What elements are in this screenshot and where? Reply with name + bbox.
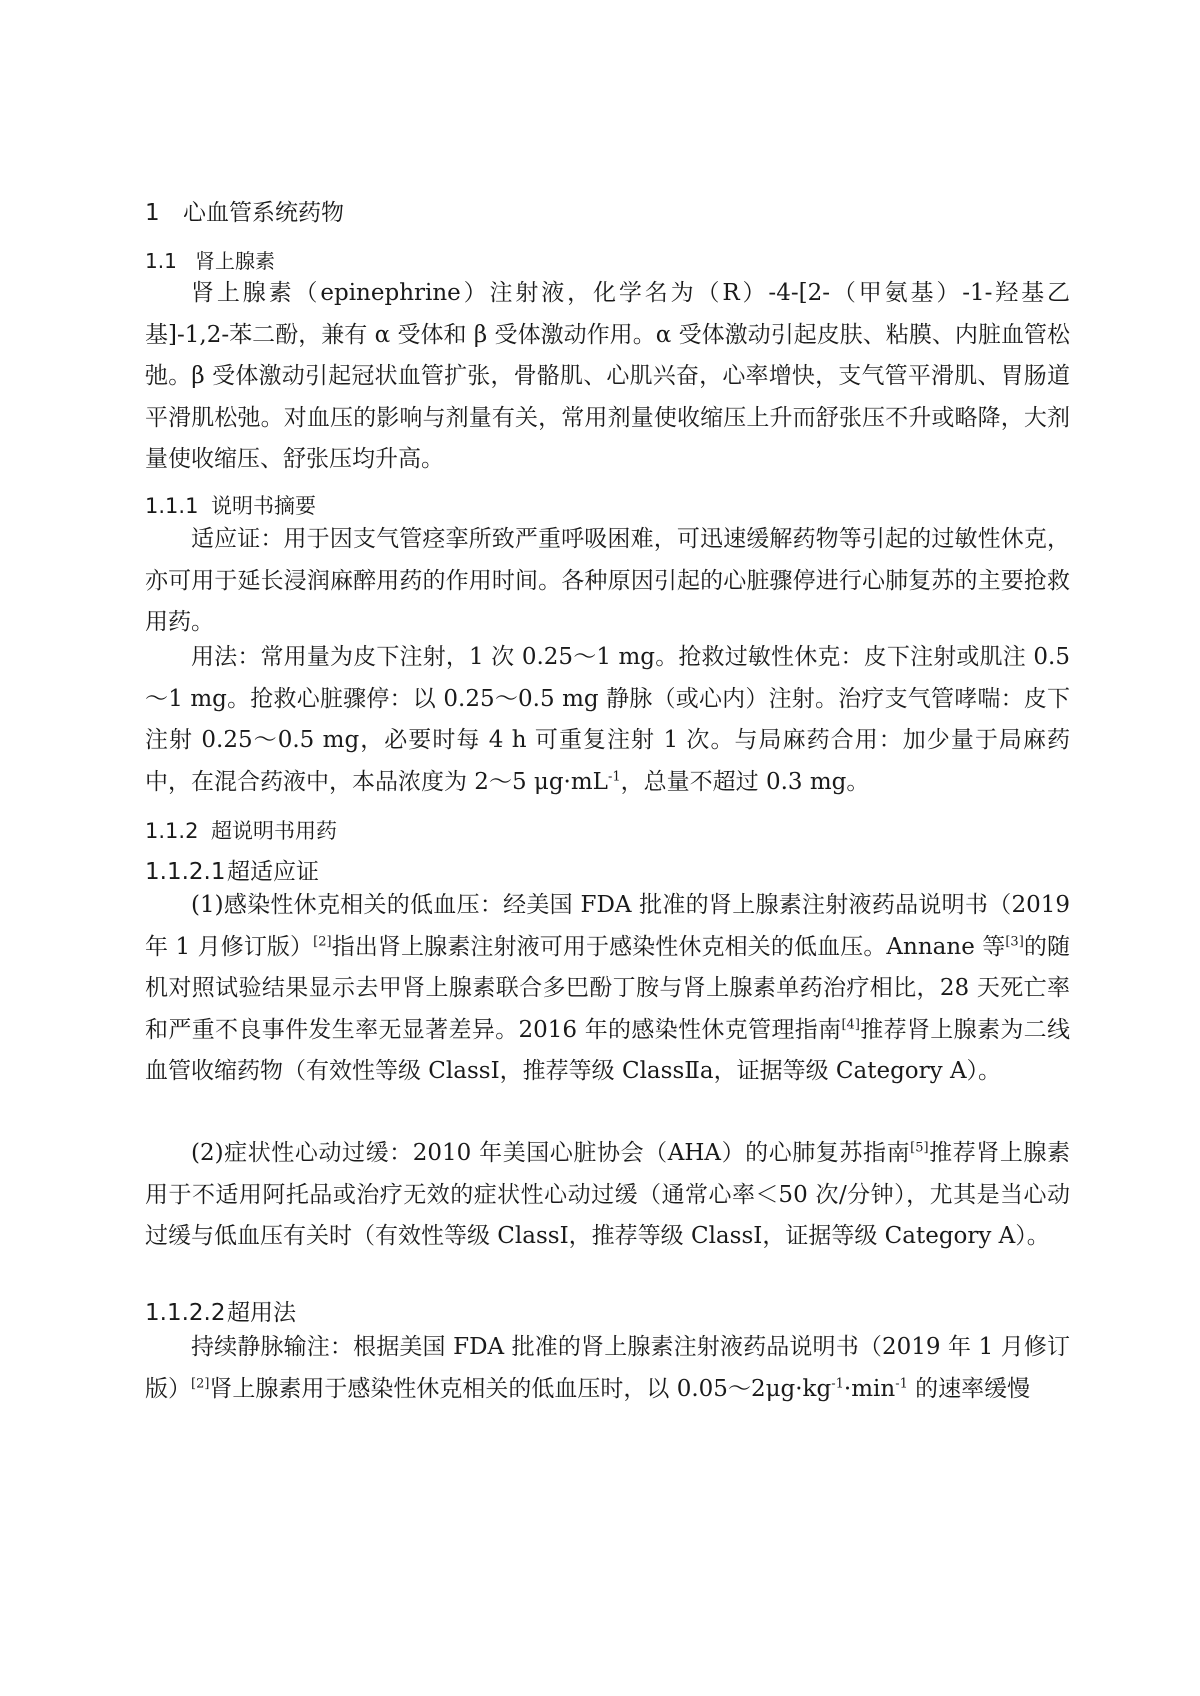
sepsis-text: (1)感染性休克相关的低血压：经美国 FDA 批准的肾上腺素注射液药品说明书（2019 年 1 月修订版） [145, 892, 1070, 960]
infusion-paragraph [145, 1327, 1070, 1410]
section-number: 1.1.2.2 [145, 1300, 226, 1326]
section-heading-1-1-2-1 [145, 853, 319, 886]
brady-text: 推荐肾上腺素用于不适用阿托品或治疗无效的症状性心动过缓（通常心率＜50 次/分钟），尤其是当心动过缓与低血压有关时（有效性等级 ClassⅠ，推荐等级 ClassⅠ，证据等级 Category A）。 [145, 1140, 1071, 1249]
section-title: 超适应证 [227, 859, 319, 885]
infusion-text: ·min [843, 1375, 896, 1402]
sepsis-text: 推荐肾上腺素为二线血管收缩药物（有效性等级 ClassⅠ，推荐等级 ClassⅡa，证据等级 Category A）。 [145, 1016, 1070, 1084]
unit-superscript: -1 [607, 768, 621, 784]
bradycardia-paragraph [145, 1133, 1070, 1258]
citation-ref: [4] [841, 1016, 860, 1032]
section-number: 1.1.2.1 [145, 859, 226, 885]
section-number: 1.1 [145, 249, 177, 273]
sepsis-text: 的随机对照试验结果显示去甲肾上腺素联合多巴酚丁胺与肾上腺素单药治疗相比，28 天死亡率和严重不良事件发生率无显著差异。2016 年的感染性休克管理指南 [145, 933, 1071, 1043]
section-heading-1-1 [145, 245, 275, 274]
intro-paragraph: 肾上腺素（epinephrine）注射液，化学名为（R）-4-[2-（甲氨基）-1-羟基乙基]-1,2-苯二酚，兼有 α 受体和 β 受体激动作用。α 受体激动引起皮肤、粘膜、内脏血管松弛。β 受体激动引起冠状血管扩张，骨骼肌、心肌兴奋，心率增快，支气管平滑肌、胃肠道平滑肌松弛。对血压的影响与剂量有关，常用剂量使收缩压上升而舒张压不升或略降，大剂量使收缩压、舒张压均升高。 [145, 280, 1070, 472]
usage-text: 用法：常用量为皮下注射，1 次 0.25～1 mg。抢救过敏性休克：皮下注射或肌注 0.5～1 mg。抢救心脏骤停：以 0.25～0.5 mg 静脉（或心内）注射。治疗支气管哮喘：皮下注射 0.25～0.5 mg，必要时每 4 h 可重复注射 1 次。与局麻药合用：加少量于局麻药中，在混合药液中，本品浓度为 2～5 μg·mL [145, 644, 1070, 795]
sepsis-text: 指出肾上腺素注射液可用于感染性休克相关的低血压。Annane 等 [331, 933, 1006, 960]
infusion-text: 肾上腺素用于感染性休克相关的低血压时，以 0.05～2μg·kg [209, 1375, 832, 1402]
section-number: 1.1.1 [145, 494, 199, 518]
section-heading-1-1-2-2 [145, 1294, 296, 1327]
usage-text-end: ，总量不超过 0.3 mg。 [620, 768, 870, 795]
citation-ref: [2] [313, 933, 332, 949]
citation-ref: [2] [191, 1375, 210, 1391]
section-number: 1 [145, 200, 160, 226]
infusion-text: 持续静脉输注：根据美国 FDA 批准的肾上腺素注射液药品说明书（2019 年 1 月修订版） [145, 1334, 1070, 1402]
section-heading-1-1-1 [145, 490, 316, 520]
usage-paragraph [145, 637, 1070, 803]
section-heading-1-1-2 [145, 815, 337, 845]
infusion-text: 的速率缓慢 [907, 1375, 1031, 1402]
section-number: 1.1.2 [145, 819, 199, 843]
sepsis-paragraph [145, 885, 1070, 1093]
indication-paragraph: 适应证：用于因支气管痉挛所致严重呼吸困难，可迅速缓解药物等引起的过敏性休克，亦可用于延长浸润麻醉用药的作用时间。各种原因引起的心脏骤停进行心肺复苏的主要抢救用药。 [145, 526, 1070, 635]
section-title: 肾上腺素 [195, 249, 275, 273]
citation-ref: [3] [1005, 933, 1024, 949]
section-title: 超用法 [227, 1300, 296, 1326]
section-title: 超说明书用药 [211, 819, 337, 843]
section-title: 说明书摘要 [211, 494, 316, 518]
unit-superscript: -1 [895, 1375, 908, 1391]
section-heading-1 [145, 194, 344, 227]
brady-text: (2)症状性心动过缓：2010 年美国心脏协会（AHA）的心肺复苏指南 [191, 1140, 911, 1166]
unit-superscript: -1 [831, 1375, 844, 1391]
section-title: 心血管系统药物 [183, 200, 344, 226]
citation-ref: [5] [910, 1140, 929, 1156]
